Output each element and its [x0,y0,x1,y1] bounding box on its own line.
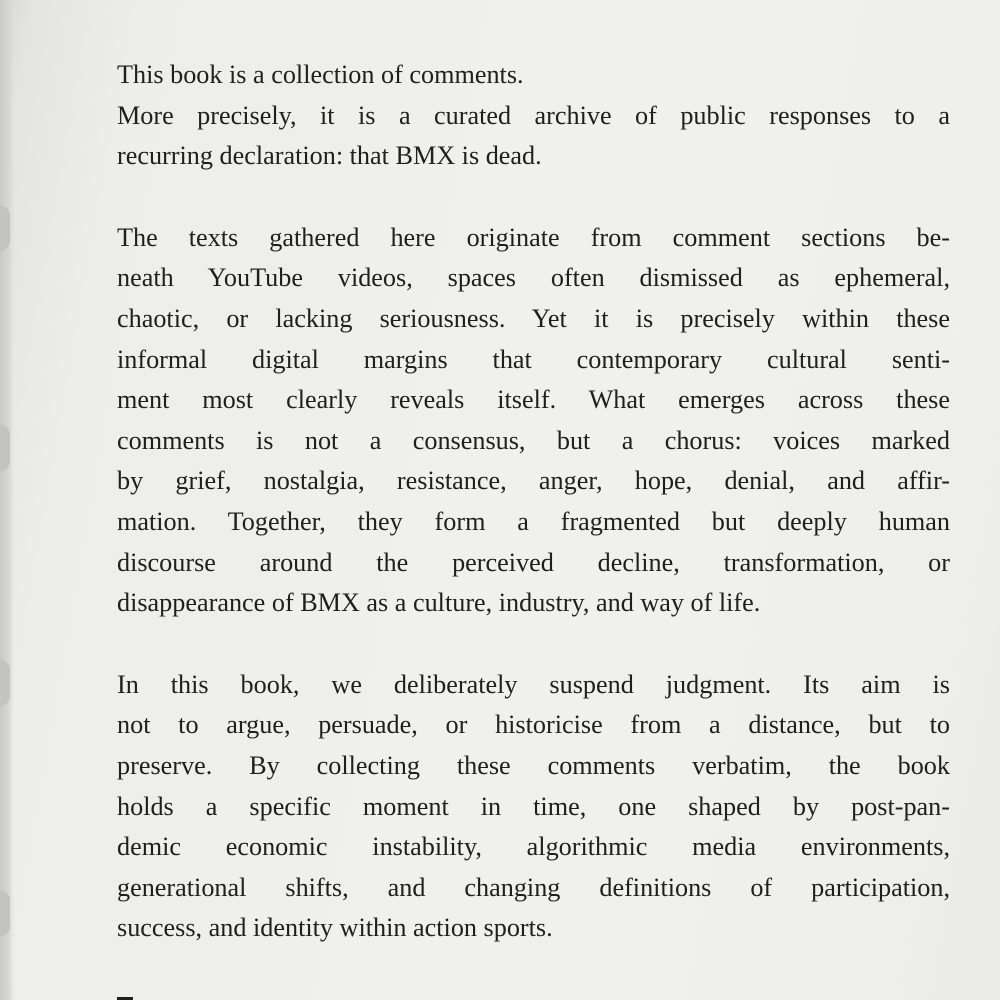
text-line: success, and identity within action sports. [117,913,553,943]
paragraph-1 [117,55,950,177]
text-line: preserve. By collecting these comments verbatim, the book [117,750,950,780]
text-line: by grief, nostalgia, resistance, anger, hope, denial, and affir- [117,466,950,496]
text-line: generational shifts, and changing definitions of participation, [117,872,950,902]
text-line: discourse around the perceived decline, transformation, or [117,547,950,577]
binding-stitch [0,425,10,471]
text-line: recurring declaration: that BMX is dead. [117,141,542,171]
text-line: ment most clearly reveals itself. What emerges across these [117,385,950,415]
text-line: neath YouTube videos, spaces often dismissed as ephemeral, [117,263,950,293]
cut-off-text-line [117,975,950,1000]
paragraph-3 [117,665,950,949]
page-binding-edge [0,0,14,1000]
text-line: In this book, we deliberately suspend judgment. Its aim is [117,669,950,699]
text-line: More precisely, it is a curated archive of public responses to a [117,100,950,130]
text-line: chaotic, or lacking seriousness. Yet it is precisely within these [117,303,950,333]
binding-stitch [0,660,10,706]
text-line: comments is not a consensus, but a chorus: voices marked [117,425,950,455]
text-line: not to argue, persuade, or historicise from a distance, but to [117,710,950,740]
text-line: demic economic instability, algorithmic media environments, [117,832,950,862]
text-line: holds a specific moment in time, one shaped by post-pan- [117,791,950,821]
binding-stitch [0,890,10,936]
text-line: The texts gathered here originate from comment sections be- [117,222,950,252]
text-line: informal digital margins that contemporary cultural senti- [117,344,950,374]
cut-off-text-glyphs [117,975,950,1000]
text-line: disappearance of BMX as a culture, industry, and way of life. [117,588,761,618]
text-line: This book is a collection of comments. [117,60,524,89]
text-line: mation. Together, they form a fragmented but deeply human [117,506,950,536]
body-text [117,55,950,990]
paragraph-2 [117,218,950,624]
binding-stitch [0,205,10,251]
